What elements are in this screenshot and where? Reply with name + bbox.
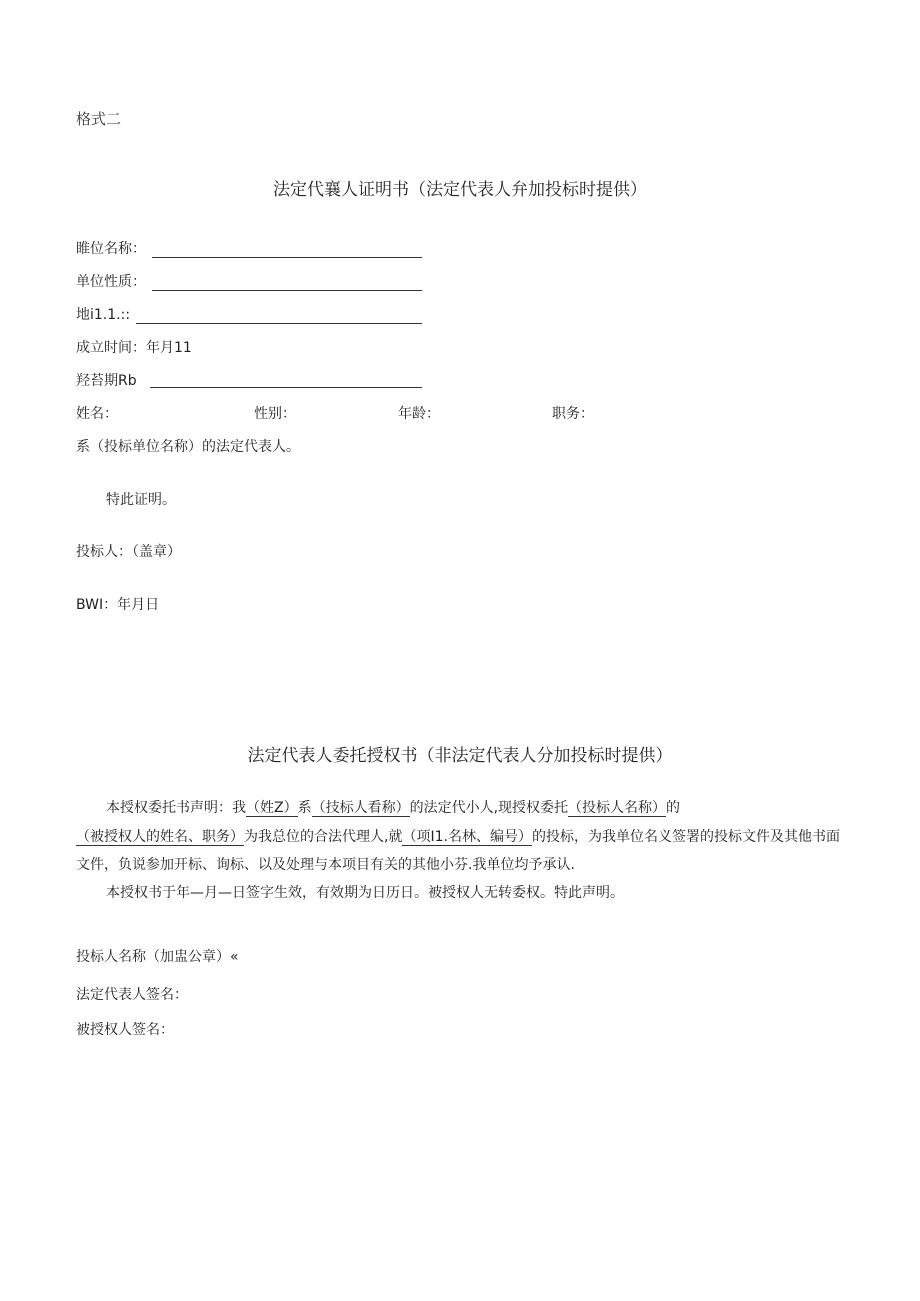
validity-statement: 本授权书于年—月—日签字生效，有效期为日历日。被授权人无转委权。特此声明。 (106, 885, 624, 901)
person-gender-label: 性别： (254, 406, 296, 422)
person-age-label: 年龄： (398, 406, 440, 422)
unit-nature-label: 单位性质： (76, 274, 146, 290)
auth-text-2: 系 (297, 800, 312, 816)
auth-text-1: 本授权委托书声明：我 (106, 800, 246, 816)
unit-name-label: 睢位名称： (76, 241, 146, 257)
unit-nature-blank (152, 290, 422, 291)
unit-name-blank (152, 257, 422, 258)
certify-text: 特此证明。 (106, 492, 176, 508)
auth-text-3: 的法定代小人,现授权委托 (409, 800, 569, 816)
address-label: 地i1.1.:: (76, 307, 131, 323)
address-blank (136, 323, 422, 324)
legal-rep-statement: 系（投标单位名称）的法定代表人。 (76, 439, 300, 455)
auth-text-5: 为我总位的合法代理人,就 (244, 828, 403, 845)
operation-period-label: 羟苔期Rb (76, 373, 137, 389)
auth-blank-project-name-number: （项I1.名林、编号） (402, 828, 532, 845)
authorized-signature-label: 被授权人签名： (76, 1022, 174, 1038)
auth-text-4: 的 (666, 800, 681, 816)
person-position-label: 职务： (552, 406, 594, 422)
section2-title: 法定代表人委托授权书（非法定代表人分加投标时提供） (247, 746, 673, 766)
bidder-seal-label: 投标人：（盖章） (76, 544, 181, 560)
auth-text-6: 的投标，为我单位名义签署的投标文件及其他书面文件，负说参加开标、询标、以及处理与本项目有关的其他小芬.我单位均予承认. (76, 828, 840, 873)
auth-blank-bidder-name: （技标人看称） (311, 800, 410, 816)
date-label: BWI：年月日 (76, 597, 160, 613)
section1-title: 法定代襄人证明书（法定代表人弁加投标时提供） (273, 180, 647, 200)
auth-blank-agent-name-position: （被授权人的姓名、职务） (76, 828, 244, 845)
bidder-name-seal-label: 投标人名称（加盅公章）« (76, 949, 239, 965)
authorization-paragraph (76, 794, 846, 880)
established-label: 成立时间：年月11 (76, 340, 192, 356)
format-label: 格式二 (76, 110, 122, 128)
auth-blank-bidder-name-2: （投标人名称） (568, 800, 667, 816)
person-name-label: 姓名： (76, 406, 118, 422)
auth-blank-principal-name: （姓Z） (246, 800, 298, 816)
operation-period-blank (150, 387, 422, 388)
legal-rep-signature-label: 法定代表人签名： (76, 987, 188, 1003)
